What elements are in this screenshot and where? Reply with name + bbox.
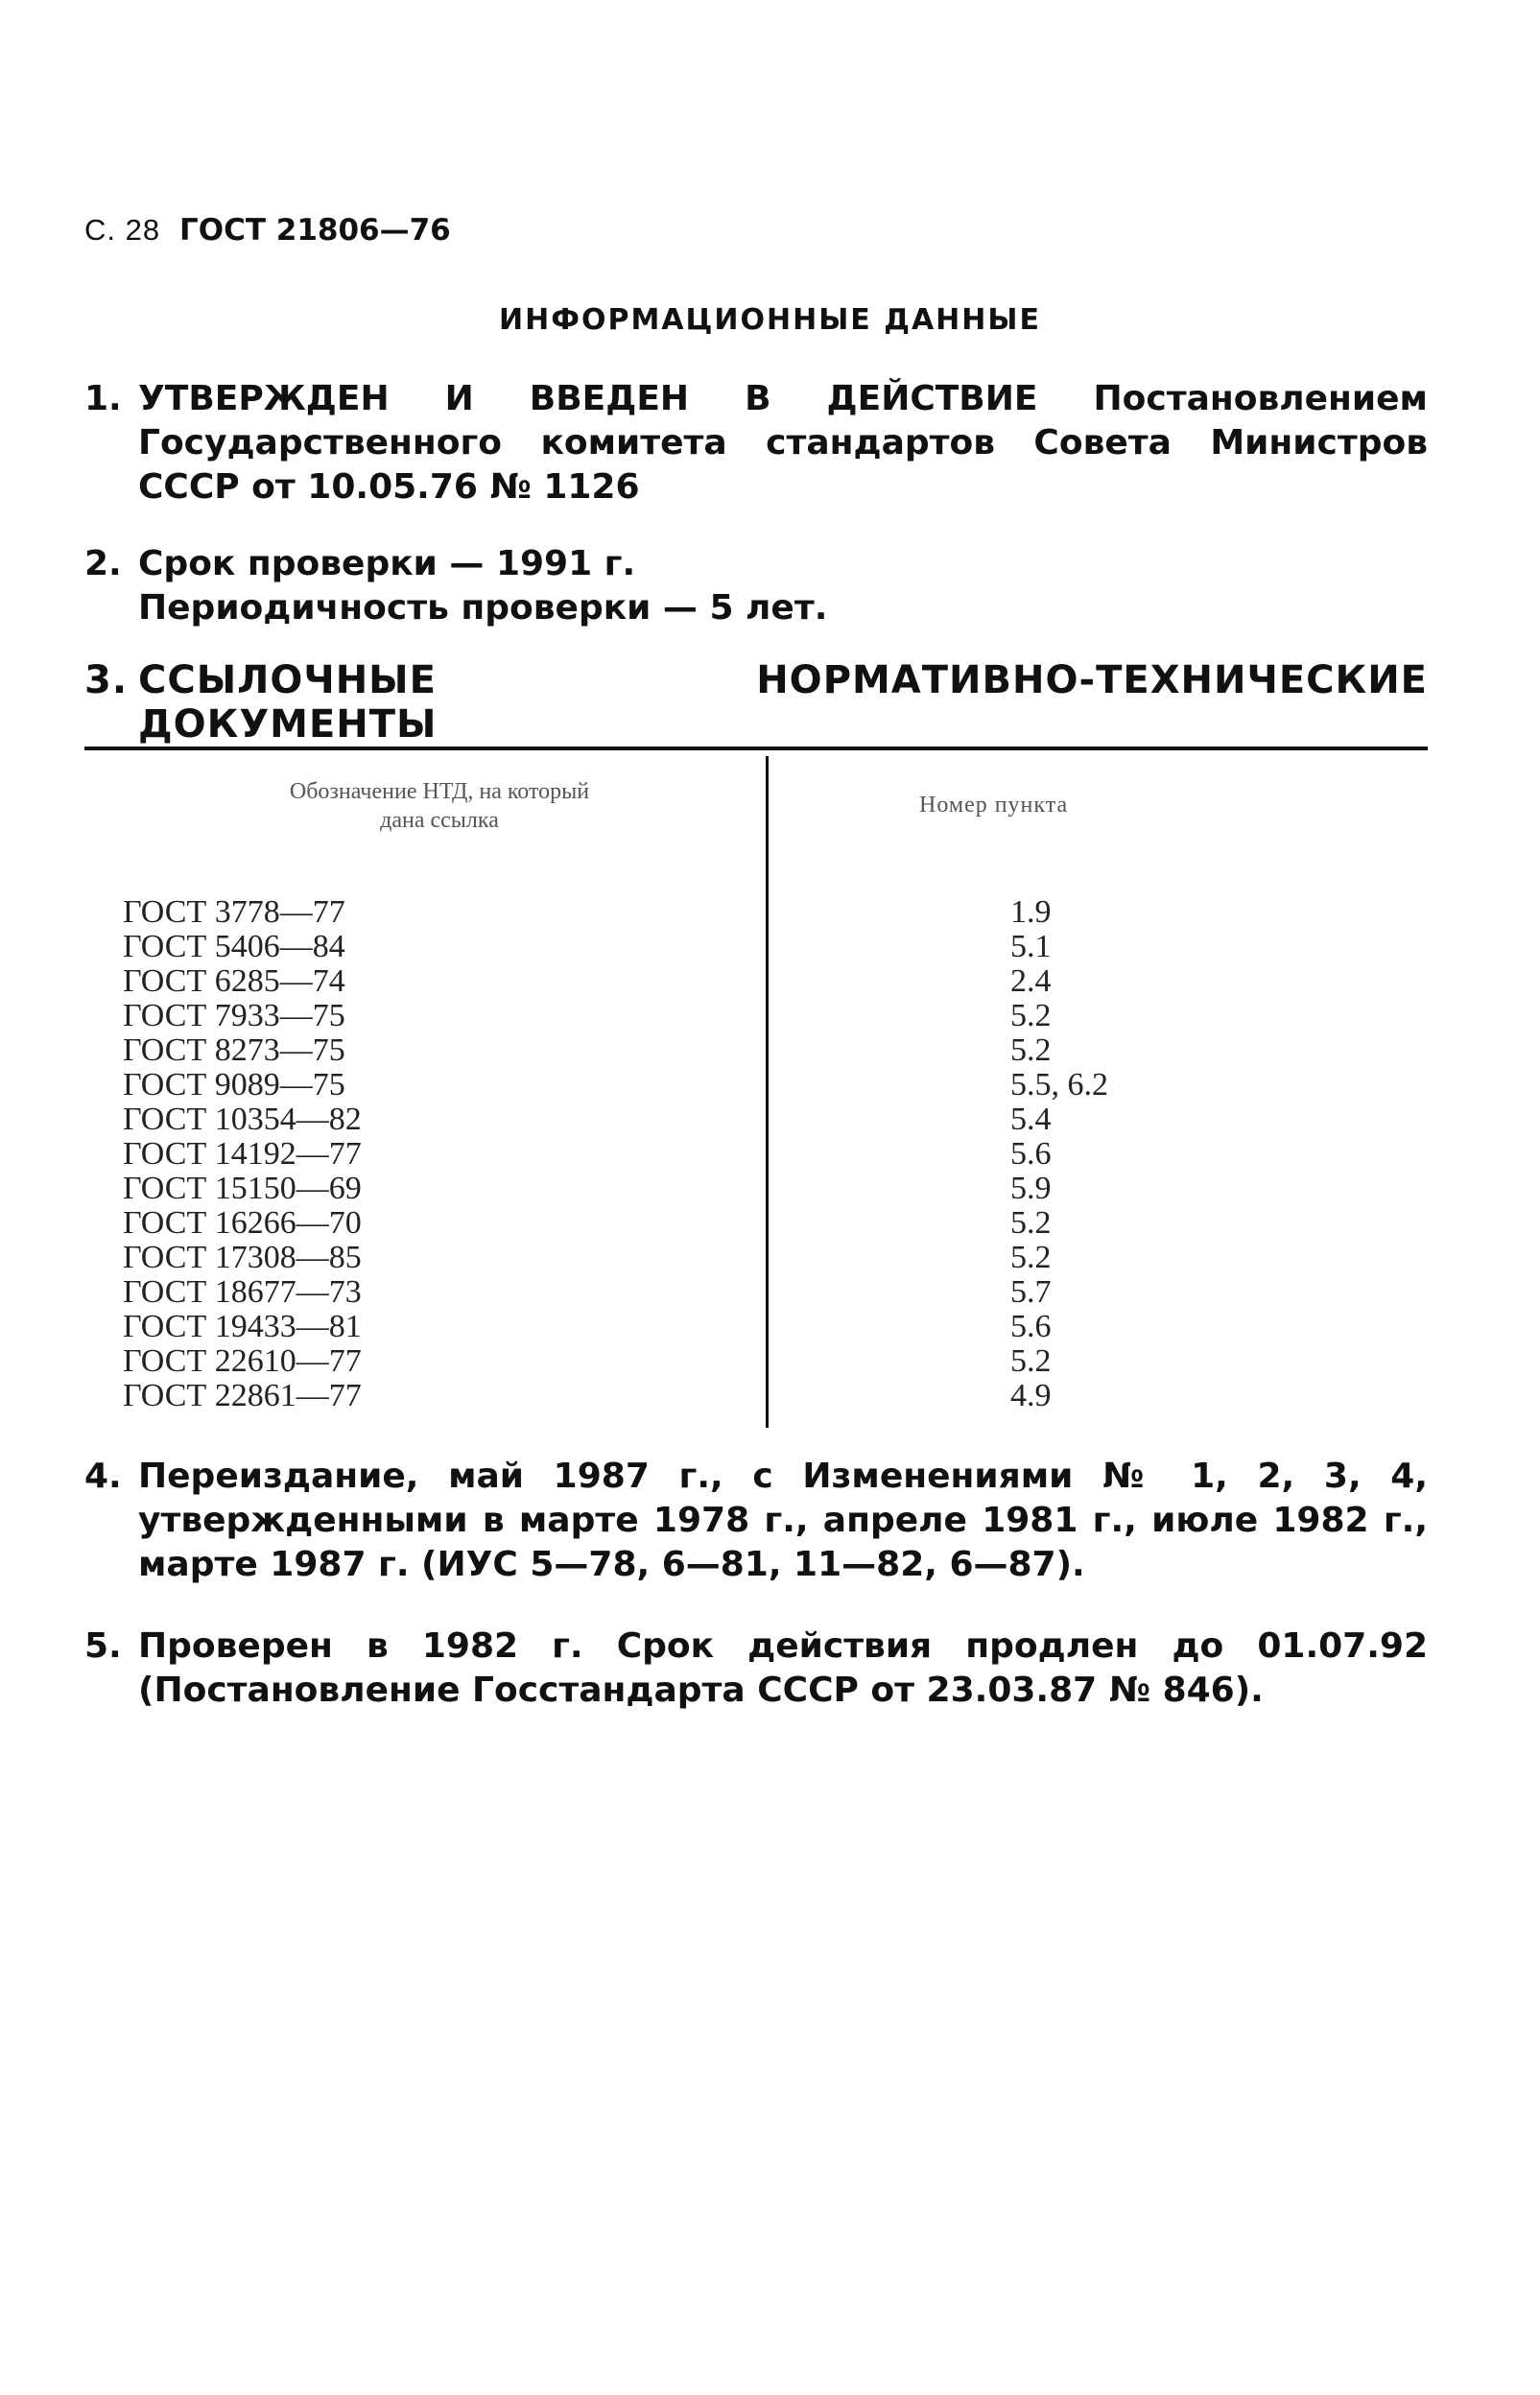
table-row <box>84 1241 1428 1275</box>
ref-clause: 5.2 <box>1010 1240 1052 1275</box>
ref-clause: 5.7 <box>1010 1274 1052 1310</box>
reference-table <box>84 747 1428 1428</box>
table-header-document-line-1: Обозначение НТД, на который <box>289 779 590 804</box>
table-row <box>84 964 1428 999</box>
table-row <box>84 1172 1428 1206</box>
item-5-number: 5. <box>84 1626 122 1666</box>
ref-clause: 5.2 <box>1010 1343 1052 1379</box>
ref-document: ГОСТ 15150—69 <box>123 1171 362 1206</box>
ref-document: ГОСТ 5406—84 <box>123 929 345 964</box>
item-5-text: Проверен в 1982 г. Срок действия продлен до 01.07.92 (Постановление Госстандарта СССР от 23.03.87 № 846). <box>138 1626 1428 1710</box>
ref-clause: 5.1 <box>1010 929 1052 964</box>
section-title: ИНФОРМАЦИОННЫЕ ДАННЫЕ <box>499 303 1041 337</box>
item-5 <box>84 1624 1428 1713</box>
ref-clause: 5.4 <box>1010 1102 1052 1137</box>
ref-document: ГОСТ 18677—73 <box>123 1274 362 1310</box>
item-3-number: 3. <box>84 658 129 702</box>
ref-clause: 1.9 <box>1010 894 1052 930</box>
table-row <box>84 1068 1428 1103</box>
table-top-rule <box>84 747 1428 750</box>
ref-clause: 5.6 <box>1010 1136 1052 1172</box>
table-row <box>84 930 1428 964</box>
ref-document: ГОСТ 3778—77 <box>123 894 345 930</box>
ref-document: ГОСТ 19433—81 <box>123 1309 362 1344</box>
item-4-number: 4. <box>84 1457 122 1496</box>
item-2 <box>84 542 1428 630</box>
ref-clause: 2.4 <box>1010 963 1052 999</box>
standard-code: ГОСТ 21806—76 <box>178 213 451 248</box>
table-row <box>84 1379 1428 1413</box>
table-row <box>84 1206 1428 1241</box>
item-2-body <box>138 542 1428 630</box>
table-row <box>84 1344 1428 1379</box>
ref-clause: 5.5, 6.2 <box>1010 1067 1108 1103</box>
table-row <box>84 895 1428 930</box>
ref-document: ГОСТ 16266—70 <box>123 1205 362 1241</box>
item-2-line-2: Периодичность проверки — 5 лет. <box>138 588 828 628</box>
item-1-text: Постановлением Государственного комитета стандартов Совета Министров СССР от 10.05.76 № 1126 <box>138 379 1428 507</box>
item-2-number: 2. <box>84 544 122 583</box>
ref-document: ГОСТ 22610—77 <box>123 1343 362 1379</box>
ref-clause: 5.6 <box>1010 1309 1052 1344</box>
item-3 <box>84 658 1428 747</box>
ref-document: ГОСТ 22861—77 <box>123 1378 362 1413</box>
ref-document: ГОСТ 6285—74 <box>123 963 345 999</box>
table-row <box>84 999 1428 1033</box>
table-header-document-line-2: дана ссылка <box>380 808 499 833</box>
table-body <box>84 895 1428 1413</box>
table-row <box>84 1275 1428 1310</box>
ref-clause: 5.2 <box>1010 998 1052 1033</box>
ref-clause: 5.9 <box>1010 1171 1052 1206</box>
item-1-number: 1. <box>84 379 122 418</box>
item-3-title: ССЫЛОЧНЫЕ НОРМАТИВНО-ТЕХНИЧЕСКИЕ ДОКУМЕНТЫ <box>138 658 1428 747</box>
table-header-clause: Номер пункта <box>919 793 1069 818</box>
ref-document: ГОСТ 17308—85 <box>123 1240 362 1275</box>
ref-clause: 4.9 <box>1010 1378 1052 1413</box>
table-row <box>84 1137 1428 1172</box>
page-number: С. 28 <box>84 213 161 247</box>
page-header <box>84 213 451 248</box>
ref-clause: 5.2 <box>1010 1032 1052 1068</box>
table-row <box>84 1033 1428 1068</box>
item-2-line-1: Срок проверки — 1991 г. <box>138 544 636 583</box>
item-1 <box>84 377 1428 510</box>
ref-document: ГОСТ 10354—82 <box>123 1102 362 1137</box>
item-4 <box>84 1455 1428 1587</box>
ref-document: ГОСТ 8273—75 <box>123 1032 345 1068</box>
item-1-body <box>138 377 1428 510</box>
item-4-text: Переиздание, май 1987 г., с Изменениями № 1, 2, 3, 4, утвержденными в марте 1978 г., апреле 1981 г., июле 1982 г., марте 1987 г. (ИУС 5—78, 6—81, 11—82, 6—87). <box>138 1457 1428 1584</box>
ref-document: ГОСТ 7933—75 <box>123 998 345 1033</box>
ref-document: ГОСТ 9089—75 <box>123 1067 345 1103</box>
table-row <box>84 1103 1428 1137</box>
ref-document: ГОСТ 14192—77 <box>123 1136 362 1172</box>
ref-clause: 5.2 <box>1010 1205 1052 1241</box>
table-header-document <box>171 777 708 835</box>
table-row <box>84 1310 1428 1344</box>
item-1-lead: УТВЕРЖДЕН И ВВЕДЕН В ДЕЙСТВИЕ <box>138 379 1038 418</box>
